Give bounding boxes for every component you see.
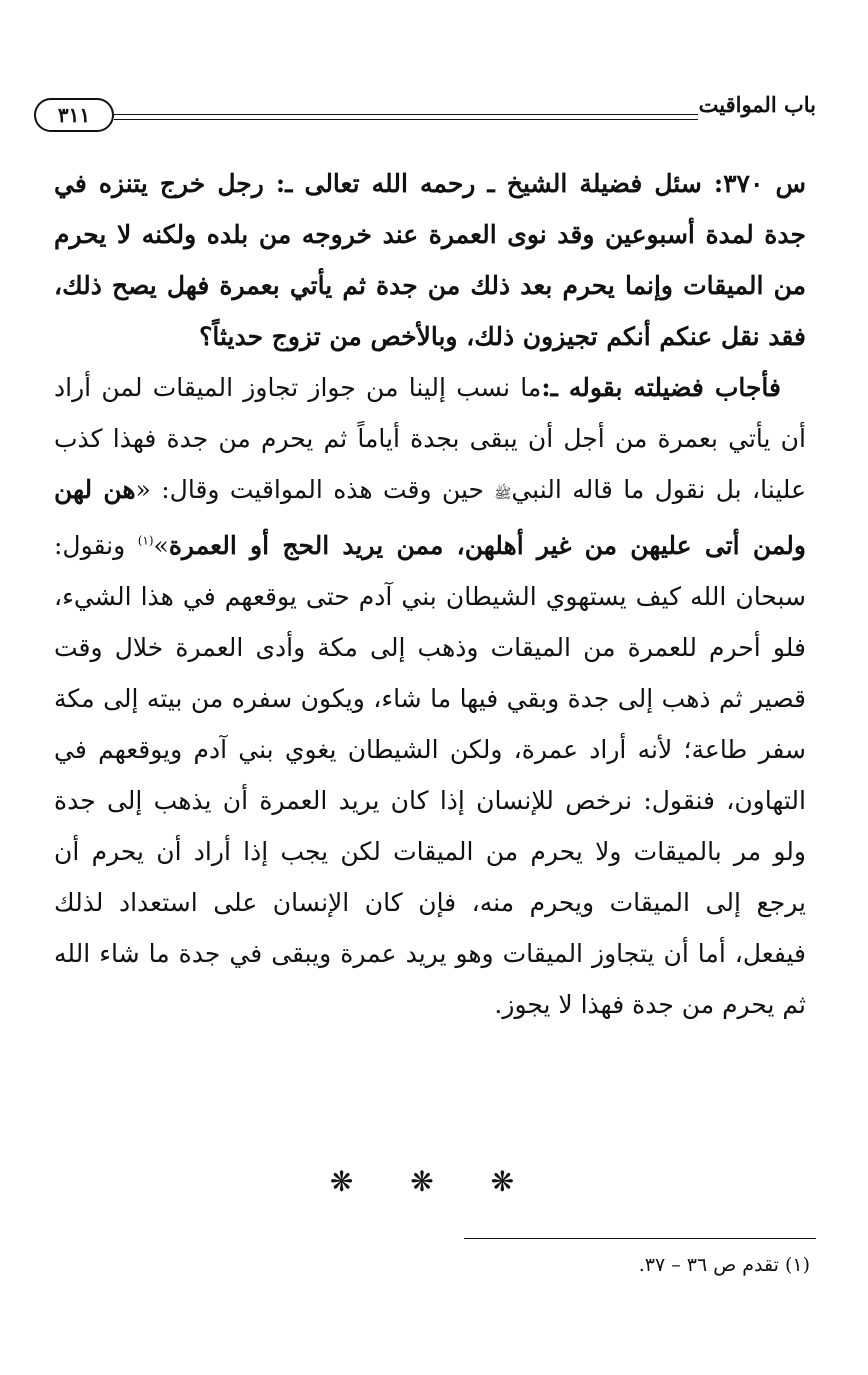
question-text: سئل فضيلة الشيخ ـ رحمه الله تعالى ـ: رجل خرج يتنزه في جدة لمدة أسبوعين وقد نوى العمرة عند خروجه من بلده ولكنه لا يحرم من الميقات وإنما يحرم بعد ذلك من جدة ثم يأتي بعمرة فهل يصح ذلك، فقد نقل عنكم أنكم تجيزون ذلك، وبالأخص من تزوج حديثاً؟ — [54, 169, 806, 351]
hadith-quote: هن لهن ولمن أتى عليهن من غير أهلهن، ممن يريد الحج أو العمرة — [54, 475, 806, 560]
page-number: ٣١١ — [34, 98, 114, 132]
footnote: (١) تقدم ص ٣٦ – ٣٧. — [638, 1254, 810, 1276]
footnote-rule — [464, 1238, 816, 1239]
answer-text-2: حين وقت هذه المواقيت وقال: « — [135, 475, 495, 504]
answer-paragraph — [54, 362, 806, 1030]
header-rule — [114, 114, 698, 120]
salutation-glyph: ﷺ — [494, 486, 512, 502]
answer-text-3: » — [153, 531, 169, 560]
chapter-title: باب المواقيت — [698, 92, 816, 117]
answer-text-4: ونقول: سبحان الله كيف يستهوي الشيطان بني آدم حتى يوقعهم في هذا الشيء، فلو أحرم للعمرة من الميقات وذهب إلى مكة وأدى العمرة خلال وقت قصير ثم ذهب إلى جدة وبقي فيها ما شاء، ويكون سفره من بيته إلى مكة سفر طاعة؛ لأنه أراد عمرة، ولكن الشيطان يغوي بني آدم ويوقعهم في التهاون، فنقول: نرخص للإنسان إذا كان يريد العمرة أن يذهب إلى جدة ولو مر بالميقات ولا يحرم من الميقات لكن يجب إذا أراد أن يحرم أن يرجع إلى الميقات ويحرم منه، فإن كان الإنسان على استعداد لذلك فيفعل، أما أن يتجاوز الميقات وهو يريد عمرة ويبقى في جدة ما شاء الله ثم يحرم من جدة فهذا لا يجوز. — [54, 531, 806, 1019]
question-label: س ٣٧٠: — [713, 169, 806, 198]
answer-text-1: ما نسب إلينا من جواز تجاوز الميقات لمن أراد أن يأتي بعمرة من أجل أن يبقى بجدة أياماً ثم يحرم من جدة فهذا كذب علينا، بل نقول ما قاله النبي — [54, 373, 806, 504]
question-paragraph — [54, 158, 806, 362]
page-header — [34, 92, 816, 140]
body-text — [54, 158, 806, 1030]
footnote-reference: (١) — [137, 533, 154, 548]
answer-intro: فأجاب فضيلته بقوله ـ: — [541, 373, 781, 402]
section-separator: ❋ ❋ ❋ — [329, 1165, 539, 1198]
